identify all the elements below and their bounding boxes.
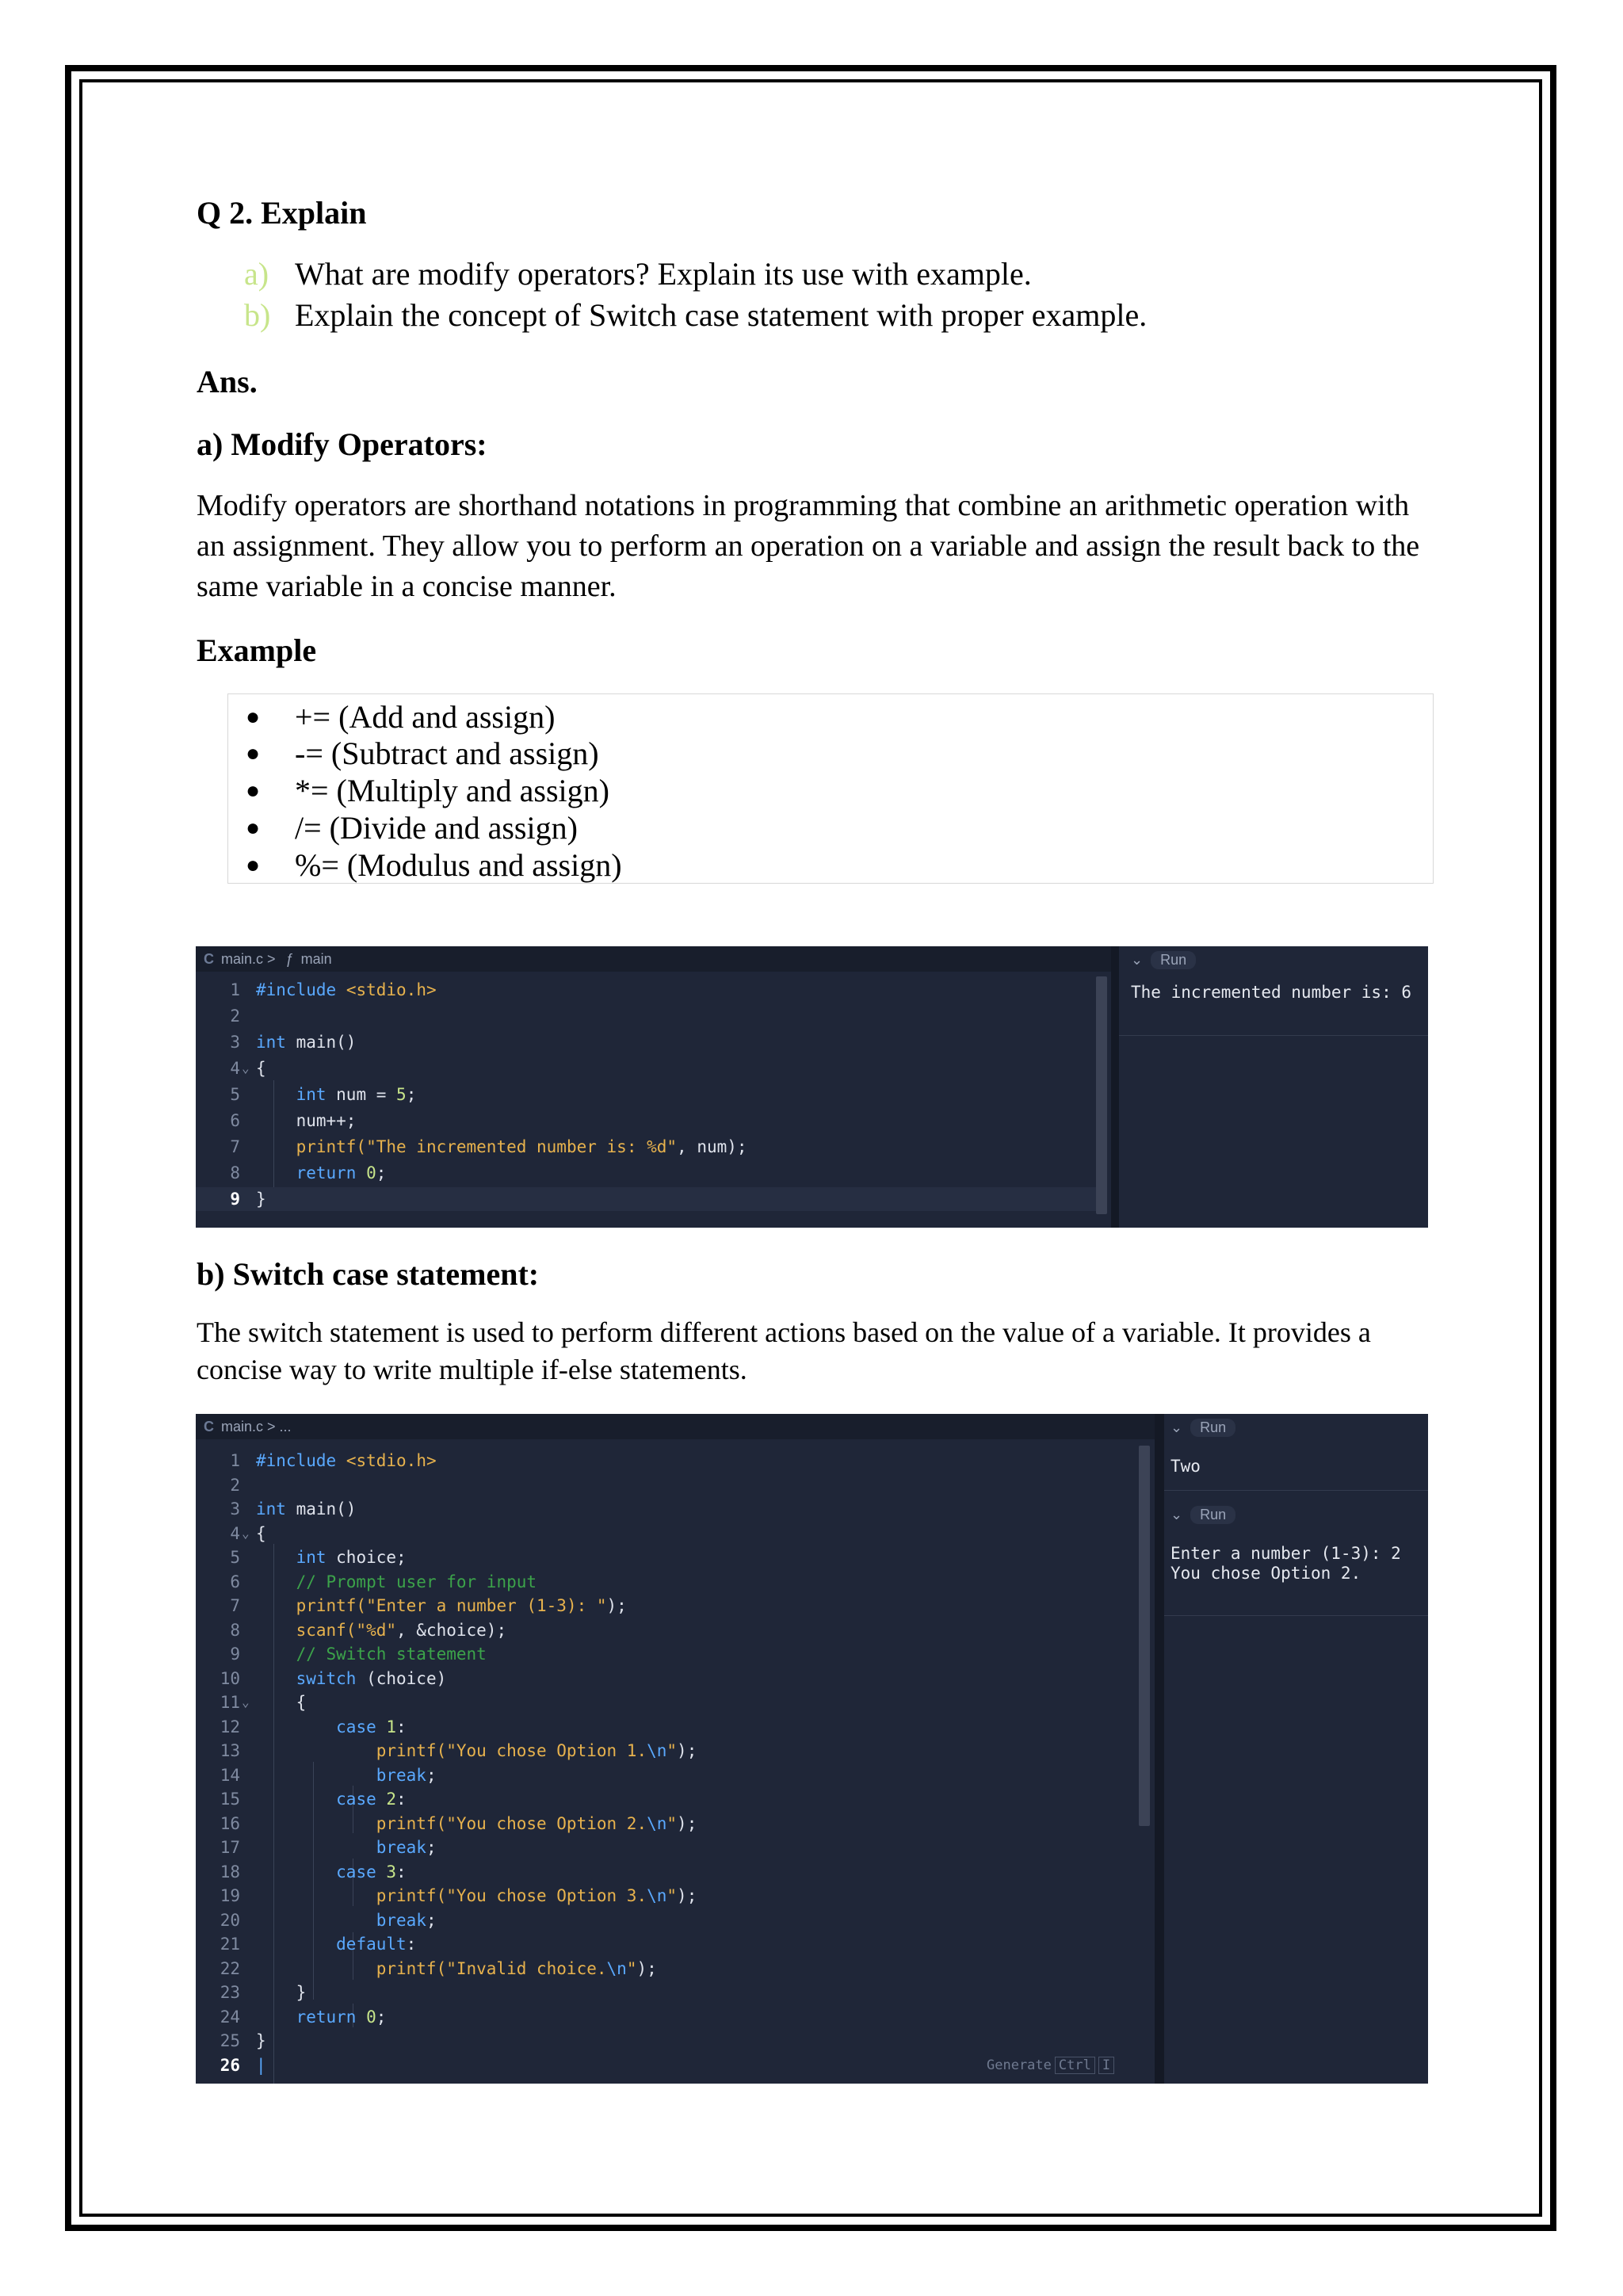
editor-breadcrumb-bar — [196, 1414, 1155, 1439]
code-area[interactable]: 1 #include <stdio.h> 2 3 int main() 4 ⌄ { 5 int choice; 6 // Prompt user for input 7 printf("Enter a number (1-3): "); 8 scanf("%d", &choice); 9 // Switch statement 10 switch (choice) 11 ⌄ { 12 case 1: 13 printf("You chose Option 1.\n"); 14 break; 15 case 2: 16 printf("You chose Option 2.\n"); 17 break; 18 case 3: 19 printf("You chose Option 3.\n"); 20 break; 21 default: 22 printf("Invalid choice.\n"); 23 } 24 return 0; 25 } 26 | — [196, 1449, 1147, 2083]
section-b-heading: b) Switch case statement: — [197, 1256, 540, 1292]
panel-divider[interactable] — [1111, 946, 1119, 1228]
bullet-icon: ● — [246, 704, 261, 730]
question-item-number: a) — [244, 256, 269, 292]
c-file-icon: C — [204, 1419, 214, 1435]
bullet-icon: ● — [246, 852, 261, 878]
editor-scrollbar[interactable] — [1096, 976, 1107, 1214]
section-a-paragraph: Modify operators are shorthand notations in programming that combine an arithmetic operation with an assignment. They allow you to perform an operation on a variable and assign the result back to the same variable in a concise manner. — [197, 489, 1420, 603]
breadcrumb[interactable]: C main.c > ƒ main — [204, 951, 332, 967]
output-header — [1170, 1419, 1235, 1437]
function-icon: ƒ — [285, 951, 294, 967]
bullet-icon: ● — [246, 815, 261, 841]
section-b-paragraph: The switch statement is used to perform different actions based on the value of a variable. It provides a concise way to write multiple if-else statements. — [197, 1316, 1371, 1385]
output-header — [1131, 951, 1196, 969]
run-button[interactable]: Run — [1190, 1506, 1235, 1524]
question-title: Q 2. Explain — [197, 195, 367, 231]
section-a-heading: a) Modify Operators: — [197, 426, 487, 462]
run-button[interactable]: Run — [1151, 951, 1196, 969]
question-item-b — [244, 296, 1147, 334]
output-text: The incremented number is: 6 — [1131, 983, 1412, 1002]
output-header-2 — [1170, 1506, 1235, 1524]
question-item-text: Explain the concept of Switch case statement with proper example. — [295, 297, 1148, 333]
example-list-box: ● += (Add and assign) ● -= (Subtract and assign) ● *= (Multiply and assign) ● /= (Divide and assign) ● %= (Modulus and assign) — [227, 693, 1434, 884]
answer-label: Ans. — [197, 364, 258, 399]
panel-divider[interactable] — [1155, 1414, 1164, 2084]
breadcrumb[interactable]: C main.c > ... — [204, 1419, 292, 1435]
code-editor-screenshot-2 — [196, 1414, 1428, 2084]
output-separator — [1164, 1490, 1428, 1491]
generate-hint[interactable]: Generate Ctrl I — [987, 2057, 1114, 2073]
output-text: Two — [1170, 1457, 1201, 1476]
output-text: Enter a number (1-3): 2 You chose Option 2. — [1170, 1544, 1401, 1583]
collapse-chevron-icon[interactable]: ⌄ — [1131, 952, 1144, 968]
editor-breadcrumb-bar — [196, 946, 1111, 972]
bullet-icon: ● — [246, 740, 261, 766]
c-file-icon: C — [204, 951, 214, 967]
code-area[interactable]: 1 #include <stdio.h> 2 3 int main() 4 ⌄ { 5 int num = 5; 6 num++; 7 printf("The incremented number is: %d", num); 8 return 0; 9 } — [196, 978, 1107, 1224]
collapse-chevron-icon[interactable]: ⌄ — [1170, 1507, 1183, 1522]
fold-chevron-icon[interactable]: ⌄ — [242, 1525, 250, 1541]
code-editor-screenshot-1 — [196, 946, 1428, 1228]
fold-chevron-icon[interactable]: ⌄ — [242, 1060, 250, 1075]
question-item-number: b) — [244, 297, 271, 333]
output-separator — [1164, 1615, 1428, 1616]
bullet-icon: ● — [246, 777, 261, 804]
example-heading: Example — [197, 632, 317, 668]
question-item-a — [244, 255, 1032, 292]
run-button[interactable]: Run — [1190, 1419, 1235, 1437]
editor-scrollbar[interactable] — [1139, 1446, 1150, 1826]
output-separator — [1119, 1035, 1428, 1036]
fold-chevron-icon[interactable]: ⌄ — [242, 1694, 250, 1710]
collapse-chevron-icon[interactable]: ⌄ — [1170, 1419, 1183, 1435]
question-item-text: What are modify operators? Explain its use with example. — [295, 256, 1032, 292]
